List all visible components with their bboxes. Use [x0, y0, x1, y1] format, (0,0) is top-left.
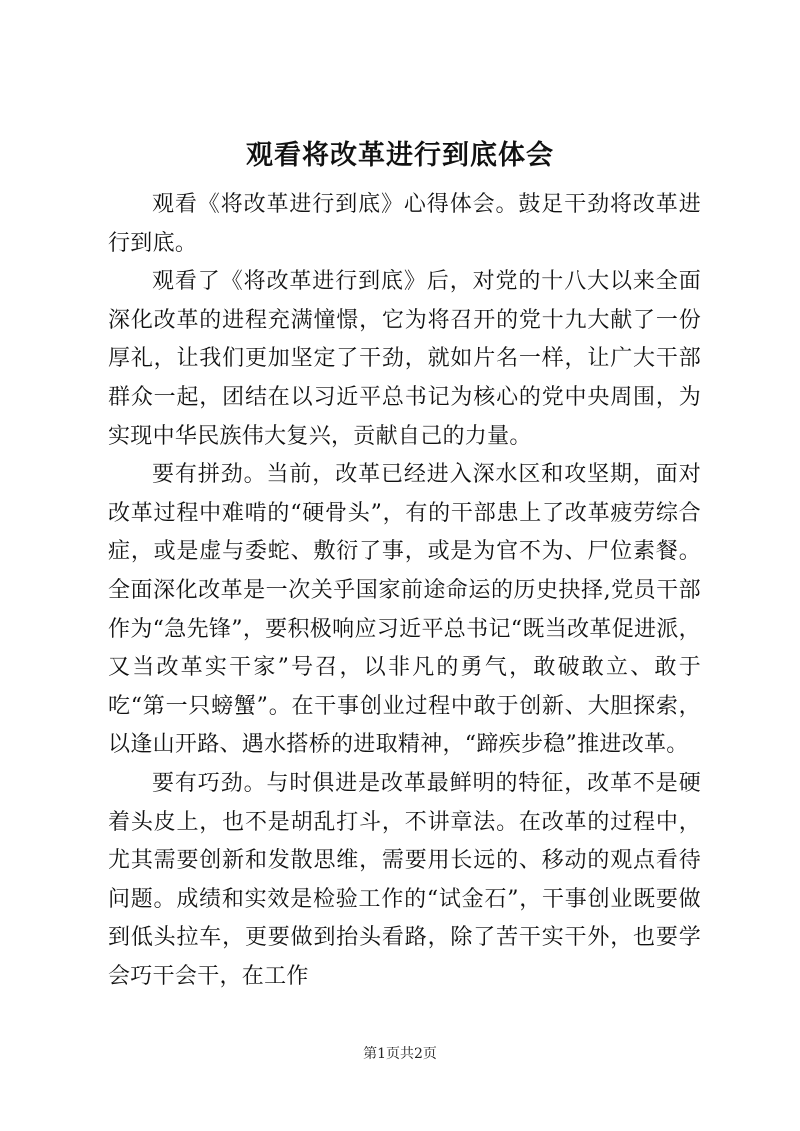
paragraph-2: 观看了《将改革进行到底》后，对党的十八大以来全面深化改革的进程充满憧憬，它为将召开的党十九大献了一份厚礼，让我们更加坚定了干劲，就如片名一样，让广大干部群众一起，团结在以习近平总书记为核心的党中央周围，为实现中华民族伟大复兴，贡献自己的力量。: [108, 269, 701, 449]
page-number-current: 第1页: [363, 1046, 400, 1062]
page-number-total: 共2页: [400, 1046, 437, 1062]
paragraph-1: 观看《将改革进行到底》心得体会。鼓足干劲将改革进行到底。: [108, 192, 701, 256]
document-body: [108, 186, 701, 996]
page-footer: [0, 1044, 800, 1064]
document-title: 观看将改革进行到底体会: [246, 140, 554, 171]
paragraph-3: 要有拼劲。当前，改革已经进入深水区和攻坚期，面对改革过程中难啃的“硬骨头”，有的干部患上了改革疲劳综合症，或是虚与委蛇、敷衍了事，或是为官不为、尸位素餐。全面深化改革是一次关乎国家前途命运的历史抉择,党员干部作为“急先锋”，要积极响应习近平总书记“既当改革促进派，又当改革实干家”号召，以非凡的勇气，敢破敢立、敢于吃“第一只螃蟹”。在干事创业过程中敢于创新、大胆探索，以逢山开路、遇水搭桥的进取精神，“蹄疾步稳”推进改革。: [108, 462, 701, 758]
paragraph-4: 要有巧劲。与时俱进是改革最鲜明的特征，改革不是硬着头皮上，也不是胡乱打斗，不讲章法。在改革的过程中，尤其需要创新和发散思维，需要用长远的、移动的观点看待问题。成绩和实效是检验工作的“试金石”，干事创业既要做到低头拉车，更要做到抬头看路，除了苦干实干外，也要学会巧干会干，在工作: [108, 770, 701, 989]
